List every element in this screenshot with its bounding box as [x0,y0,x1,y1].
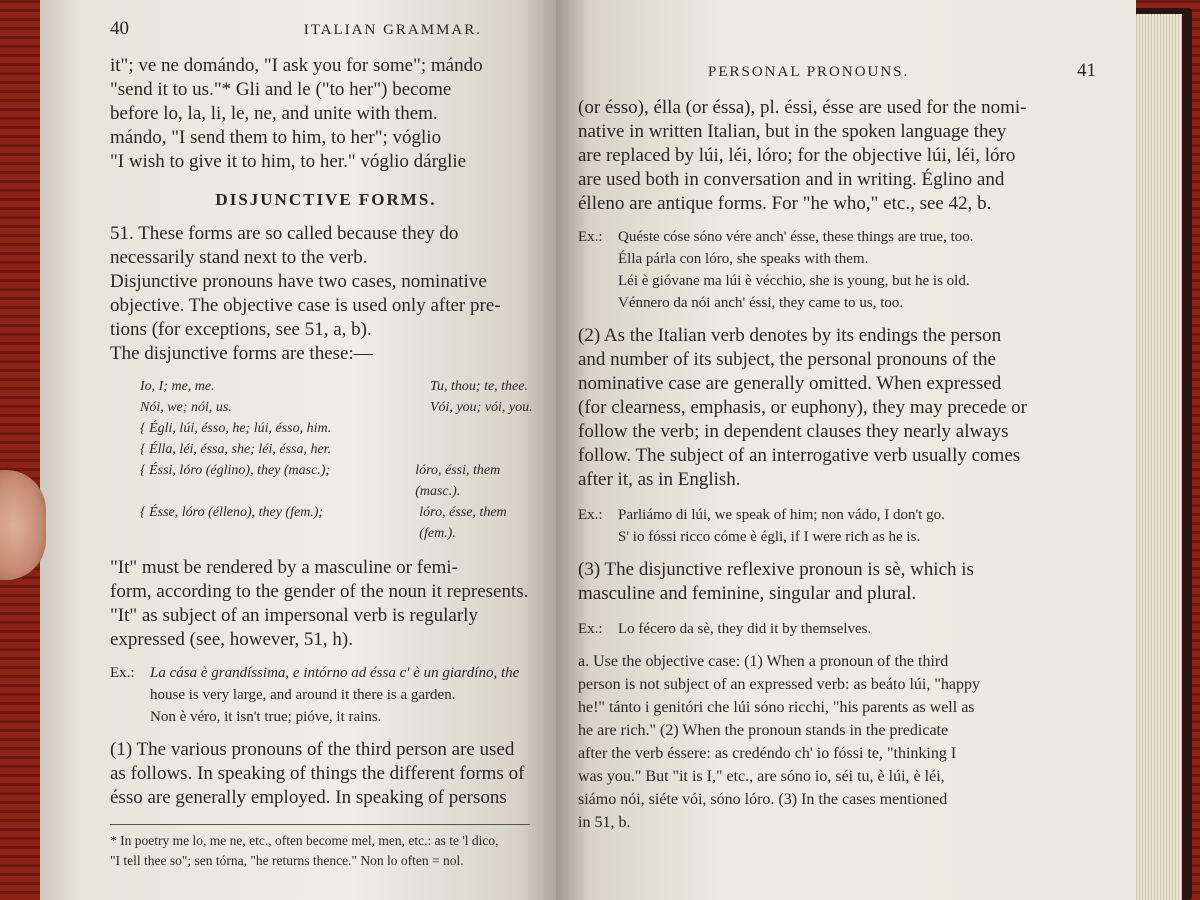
forms-cell: Io, I; me, me. [140,379,215,394]
right-page-header [578,60,1096,82]
paragraph-a [578,650,1096,834]
text-line: was you." But "it is I," etc., are sóno io, séi tu, è lúi, è léi, [578,768,945,785]
text-line: necessarily stand next to the verb. [110,247,368,268]
text-line: "It" as subject of an impersonal verb is regularly [110,605,478,626]
forms-cell: lóro, ésse, them (fem.). [419,505,507,541]
text-line: native in written Italian, but in the spoken language they [578,121,1007,142]
text-line: tions (for exceptions, see 51, a, b). [110,319,372,340]
forms-row [140,397,542,418]
text-line: in 51, b. [578,814,631,831]
forms-cell: { Élla, léi, éssa, she; léi, éssa, her. [140,442,332,457]
text-line: follow the verb; in dependent clauses they nearly always [578,421,1009,442]
forms-cell: { Égli, lúi, ésso, he; lúi, ésso, him. [140,421,332,436]
paragraph-1 [110,738,542,810]
forms-row [140,418,542,439]
text-line: ésso are generally employed. In speaking of persons [110,787,507,808]
example-line: Élla párla con lóro, she speaks with them. [618,251,869,267]
text-line: after the verb éssere: as credéndo ch' io fóssi te, "thinking I [578,745,957,762]
example-line: Vénnero da nói anch' éssi, they came to us, too. [618,295,904,311]
left-page-header [110,18,542,40]
example-block [578,618,1096,640]
text-line: masculine and feminine, singular and plural. [578,583,917,604]
footnote-line: "I tell thee so"; sen tórna, "he returns thence." Non lo often = nol. [110,853,464,868]
text-line: nominative case are generally omitted. When expressed [578,373,1002,394]
forms-cell: { Éssi, lóro (églino), they (masc.); [140,463,331,478]
text-line: (or ésso), élla (or éssa), pl. éssi, ésse are used for the nomi- [578,97,1027,118]
text-line: "I wish to give it to him, to her." vóglio dárglie [110,151,467,172]
text-line: "It" must be rendered by a masculine or femi- [110,557,458,578]
text-line: siámo nói, siéte vói, sóno lóro. (3) In the cases mentioned [578,791,948,808]
section-title: DISJUNCTIVE FORMS. [215,190,437,209]
example-line: Léi è gióvane ma lúi è vécchio, she is young, but he is old. [618,273,970,289]
forms-cell: Vói, you; vói, you. [430,400,533,415]
text-line: he are rich." (2) When the pronoun stands in the predicate [578,722,949,739]
forms-cell: { Ésse, lóro (élleno), they (fem.); [140,505,324,520]
example-line: Non è véro, it isn't true; pióve, it rains. [150,709,382,725]
intro-paragraph [578,96,1096,216]
text-line: (for clearness, emphasis, or euphony), they may precede or [578,397,1027,418]
footnote [110,824,530,871]
example-line: Quéste cóse sóno vére anch' ésse, these things are true, too. [618,229,974,245]
example-line: La cása è grandíssima, e intórno ad éssa c' è un giardíno, the [150,665,520,681]
example-block [110,662,542,728]
paragraph-3 [578,558,1096,606]
text-line: before lo, la, li, le, ne, and unite with them. [110,103,438,124]
example-line: S' io fóssi ricco cóme è égli, if I were rich as he is. [618,529,921,545]
left-page-number: 40 [110,18,129,39]
text-line: (2) As the Italian verb denotes by its endings the person [578,325,1002,346]
forms-row [140,502,542,544]
it-paragraph [110,556,542,652]
right-page [556,0,1136,900]
example-label: Ex.: [578,507,603,523]
forms-cell: Nói, we; nói, us. [140,400,232,415]
text-line: expressed (see, however, 51, h). [110,629,353,650]
forms-row [140,376,542,397]
text-line: élleno are antique forms. For "he who," etc., see 42, b. [578,193,992,214]
text-line: are used both in conversation and in writing. Églino and [578,169,1005,190]
text-line: "send it to us."* Gli and le ("to her") become [110,79,452,100]
right-page-number: 41 [1077,60,1096,81]
text-line: a. Use the objective case: (1) When a pronoun of the third [578,653,949,670]
text-line: he!" tánto i genitóri che lúi sóno ricchi, "his parents as well as [578,699,975,716]
right-running-head: PERSONAL PRONOUNS. [708,64,910,80]
disjunctive-forms-table [140,376,542,544]
text-line: and number of its subject, the personal pronouns of the [578,349,996,370]
text-line: Disjunctive pronouns have two cases, nominative [110,271,487,292]
text-line: objective. The objective case is used only after pre- [110,295,501,316]
text-line: mándo, "I send them to him, to her"; vóglio [110,127,442,148]
example-label: Ex.: [578,621,603,637]
example-line: Parliámo di lúi, we speak of him; non vádo, I don't go. [618,507,945,523]
text-line: it"; ve ne domándo, "I ask you for some"; mándo [110,55,483,76]
left-top-lines [110,54,542,174]
example-label: Ex.: [578,229,603,245]
example-line: Lo fécero da sè, they did it by themselves. [618,621,872,637]
text-line: form, according to the gender of the noun it represents. [110,581,529,602]
example-line: house is very large, and around it there is a garden. [150,687,456,703]
text-line: follow. The subject of an interrogative verb usually comes [578,445,1021,466]
left-page [40,0,560,900]
text-line: are replaced by lúi, léi, lóro; for the objective lúi, léi, lóro [578,145,1016,166]
text-line: (1) The various pronouns of the third person are used [110,739,515,760]
footnote-line: * In poetry me lo, me ne, etc., often become mel, men, etc.: as te 'l dico, [110,833,499,848]
example-block [578,504,1096,548]
text-line: (3) The disjunctive reflexive pronoun is sè, which is [578,559,974,580]
text-line: 51. These forms are so called because they do [110,223,459,244]
forms-row [140,439,542,460]
forms-cell: lóro, éssi, them (masc.). [415,463,501,499]
example-block [578,226,1096,314]
example-label: Ex.: [110,665,135,681]
text-line: as follows. In speaking of things the different forms of [110,763,525,784]
left-running-head: ITALIAN GRAMMAR. [303,22,482,38]
text-line: after it, as in English. [578,469,741,490]
text-line: person is not subject of an expressed verb: as beáto lúi, "happy [578,676,980,693]
paragraph-51 [110,222,542,366]
forms-cell: Tu, thou; te, thee. [430,379,528,394]
text-line: The disjunctive forms are these:— [110,343,373,364]
paragraph-2 [578,324,1096,492]
forms-row [140,460,542,502]
